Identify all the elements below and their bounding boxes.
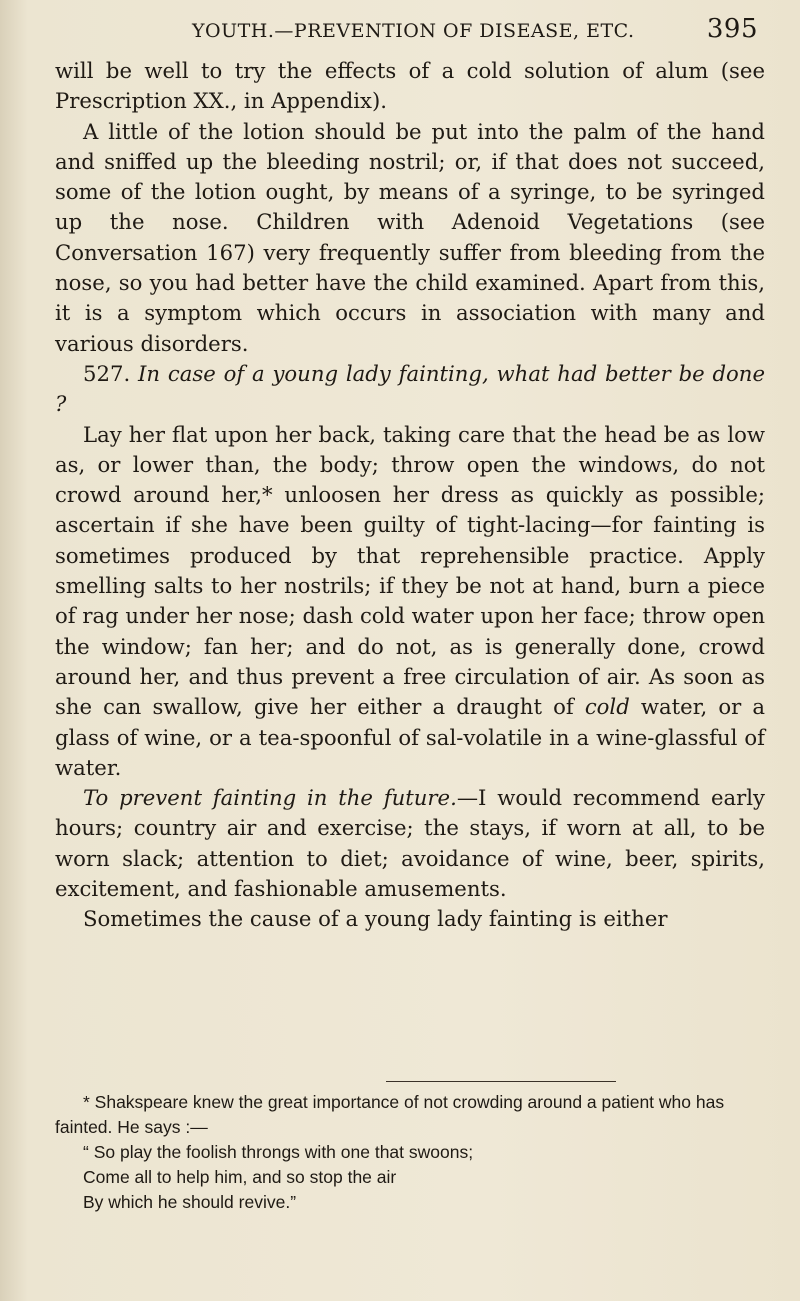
footnote-marker: *: [262, 482, 273, 508]
question-number: 527.: [83, 360, 131, 386]
page-number: 395: [706, 14, 758, 44]
paragraph-2: A little of the lotion should be put into the palm of the hand and sniffed up the bleeding nostril; or, if that does not succeed, some of the lotion ought, by means of a syringe, to be syringed up the nose. Children with Adenoid Vegetations (see Conversation 167) very frequently suffer from bleeding from the nose, so you had better have the child examined. Apart from this, it is a symptom which occurs in association with many and various disorders.: [55, 118, 765, 356]
verse-line-2: Come all to help him, and so stop the air: [83, 1167, 397, 1187]
verse-line-1: “ So play the foolish throngs with one that swoons;: [83, 1142, 474, 1162]
footnote-text: * Shakspeare knew the great importance of not crowding around a patient who has fainted. He says :—: [55, 1092, 725, 1137]
running-title: YOUTH.—PREVENTION OF DISEASE, ETC.: [192, 20, 635, 42]
footnote: [55, 1090, 765, 1215]
subheading: To prevent fainting in the future.: [83, 785, 457, 811]
footnote-rule: [386, 1081, 616, 1082]
paragraph-3: Lay her flat upon her back, taking care that the head be as low as, or lower than, the body; throw open the windows, do not crowd around her,* unloosen her dress as quickly as possible; ascertain if she have been guilty of tight-lacing—for fainting is sometimes produced by that reprehensible practice. Apply smelling salts to her nostrils; if they be not at hand, burn a piece of rag under her nose; dash cold water upon her face; throw open the window; fan her; and do not, as is generally done, crowd around her, and thus prevent a free circulation of air. As soon as she can swallow, give her either a draught of cold water, or a glass of wine, or a tea-spoonful of sal-volatile in a wine-glassful of water.: [55, 421, 766, 780]
verse-line-3: By which he should revive.”: [83, 1192, 297, 1212]
paragraph-4: To prevent fainting in the future.—I would recommend early hours; country air and exercise; the stays, if worn at all, to be worn slack; attention to diet; avoidance of wine, beer, spirits, excitement, and fashionable amusements.: [55, 785, 765, 902]
question-527: [55, 359, 765, 420]
running-header: [76, 14, 758, 50]
main-text: [55, 56, 765, 935]
paragraph-1: will be well to try the effects of a cold solution of alum (see Prescription XX., in Appendix).: [55, 58, 765, 114]
question-text: In case of a young lady fainting, what had better be done ?: [55, 360, 765, 417]
paragraph-5: Sometimes the cause of a young lady fainting is either: [83, 906, 668, 932]
